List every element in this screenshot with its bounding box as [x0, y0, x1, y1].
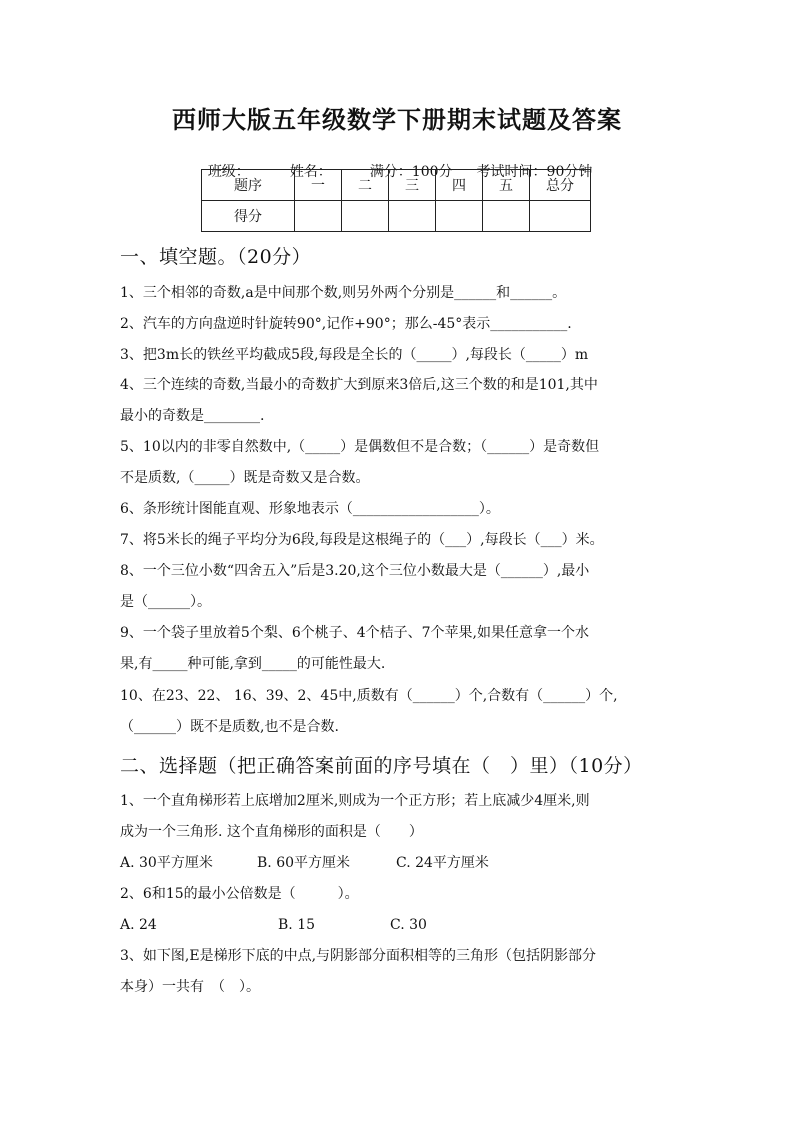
- table-header-cell: 二: [342, 170, 389, 201]
- table-header-cell: 三: [389, 170, 436, 201]
- score-cell[interactable]: [342, 201, 389, 232]
- question-line: 7、将5米长的绳子平均分为6段,每段是这根绳子的（___）,每段长（___）米。: [120, 532, 604, 548]
- question-line: （______）既不是质数,也不是合数.: [120, 719, 339, 735]
- score-cell[interactable]: [436, 201, 483, 232]
- section-1-heading: 一、填空题。（20分）: [120, 246, 312, 268]
- question-line: 3、把3m长的铁丝平均截成5段,每段是全长的（_____）,每段长（_____）m: [120, 347, 589, 363]
- table-header-cell: 五: [483, 170, 530, 201]
- section-2-heading: 二、选择题（把正确答案前面的序号填在（ ）里）（10分）: [120, 755, 643, 777]
- question-line: 是（______）。: [120, 594, 211, 610]
- question-line: 8、一个三位小数“四舍五入”后是3.20,这个三位小数最大是（______）,最小: [120, 563, 590, 579]
- page-title: 西师大版五年级数学下册期末试题及答案: [172, 105, 622, 134]
- question-line: 本身）一共有 （ ）。: [120, 979, 260, 995]
- question-line: 5、10以内的非零自然数中,（_____）是偶数但不是合数；（______）是奇数但: [120, 439, 600, 455]
- score-row-label: 得分: [202, 201, 295, 232]
- class-label: 班级：: [207, 164, 250, 180]
- question-line: 不是质数,（_____）既是奇数又是合数。: [120, 470, 370, 486]
- question-line: 3、如下图,E是梯形下底的中点,与阴影部分面积相等的三角形（包括阴影部分: [120, 948, 597, 964]
- option-c[interactable]: C. 30: [390, 917, 427, 933]
- score-cell[interactable]: [389, 201, 436, 232]
- score-cell[interactable]: [483, 201, 530, 232]
- score-table-header-row: [202, 170, 591, 201]
- option-b[interactable]: B. 15: [278, 917, 316, 933]
- question-line: 2、汽车的方向盘逆时针旋转90°,记作+90°；那么-45°表示___________.: [120, 316, 572, 332]
- table-header-cell: 总分: [530, 170, 591, 201]
- score-cell[interactable]: [530, 201, 591, 232]
- question-line: 6、条形统计图能直观、形象地表示（__________________）。: [120, 501, 500, 517]
- full-score-label: 满分：100分: [369, 164, 453, 180]
- question-line: 9、一个袋子里放着5个梨、6个桃子、4个桔子、7个苹果,如果任意拿一个水: [120, 625, 589, 641]
- table-header-cell: 题序: [202, 170, 295, 201]
- option-c[interactable]: C. 24平方厘米: [396, 855, 489, 871]
- exam-time-label: 考试时间：90分钟: [476, 164, 593, 180]
- option-a[interactable]: A. 30平方厘米: [120, 855, 213, 871]
- question-line: 1、一个直角梯形若上底增加2厘米,则成为一个正方形；若上底减少4厘米,则: [120, 793, 590, 809]
- question-line: 2、6和15的最小公倍数是（ ）。: [120, 886, 359, 902]
- option-b[interactable]: B. 60平方厘米: [257, 855, 351, 871]
- question-line: 成为一个三角形. 这个直角梯形的面积是（ ）: [120, 824, 423, 840]
- score-cell[interactable]: [295, 201, 342, 232]
- question-line: 1、三个相邻的奇数,a是中间那个数,则另外两个分别是______和______。: [120, 285, 567, 301]
- question-line: 最小的奇数是________.: [120, 408, 265, 424]
- score-table-score-row: [202, 201, 591, 232]
- score-table: [201, 169, 591, 232]
- name-label: 姓名：: [289, 164, 332, 180]
- table-header-cell: 一: [295, 170, 342, 201]
- question-line: 10、在23、22、 16、39、2、45中,质数有（______）个,合数有（______）个,: [120, 688, 618, 704]
- question-line: 果,有_____种可能,拿到_____的可能性最大.: [120, 656, 386, 672]
- option-a[interactable]: A. 24: [120, 917, 157, 933]
- question-line: 4、三个连续的奇数,当最小的奇数扩大到原来3倍后,这三个数的和是101,其中: [120, 377, 598, 393]
- table-header-cell: 四: [436, 170, 483, 201]
